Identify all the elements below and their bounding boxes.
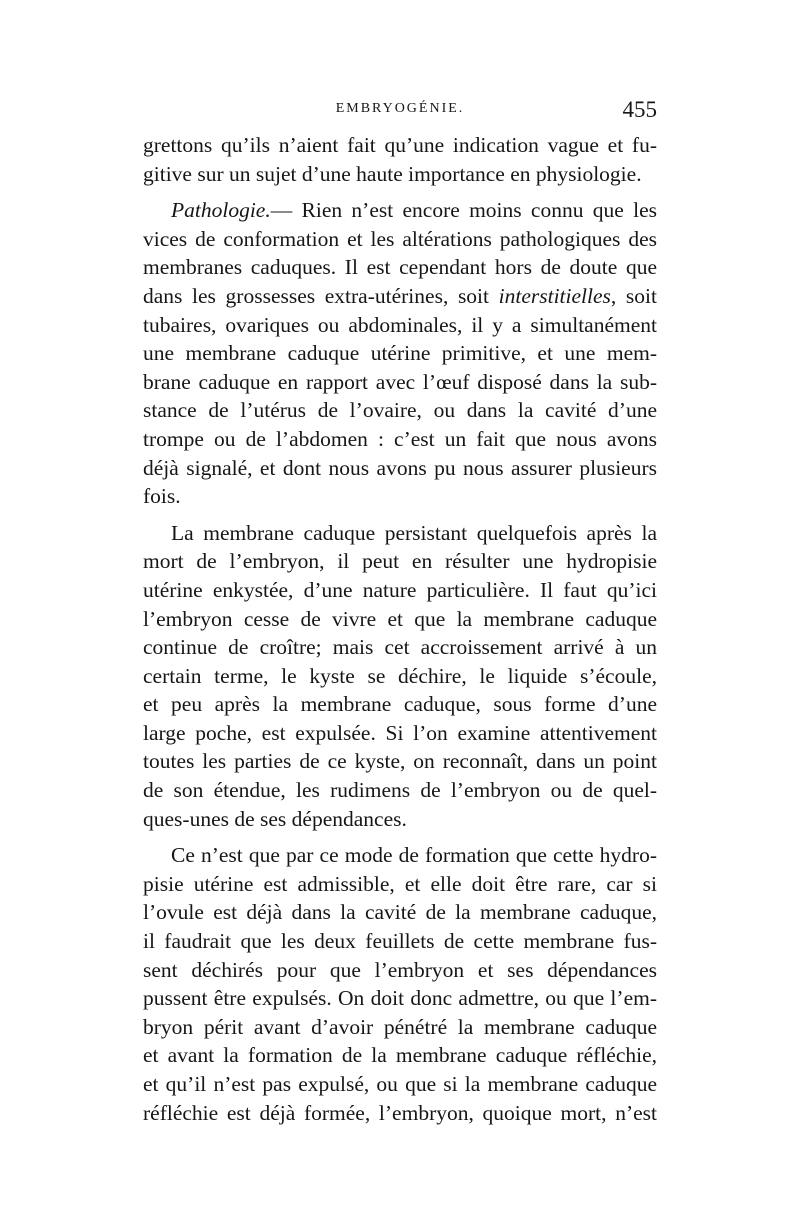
text-run: toutes les parties de ce kyste, on reconnaît, dans un point: [143, 749, 657, 774]
text-run: dans les grossesses extra-utérines, soit: [143, 283, 499, 308]
text-line: [143, 719, 657, 748]
text-line: [143, 311, 657, 340]
text-run: tubaires, ovariques ou abdominales, il y a simultanément: [143, 312, 657, 337]
text-run: de son étendue, les rudimens de l’embryon ou de quel-: [143, 778, 657, 803]
body-text: [143, 131, 657, 1127]
text-run: , soit: [610, 283, 657, 308]
text-line: [143, 225, 657, 254]
text-run: stance de l’utérus de l’ovaire, ou dans la cavité d’une: [143, 398, 657, 423]
text-run: réfléchie est déjà formée, l’embryon, quoique mort, n’est: [143, 1100, 657, 1125]
text-line: [143, 1041, 657, 1070]
text-run: membranes caduques. Il est cependant hors de doute que: [143, 255, 657, 280]
text-run: fois.: [143, 484, 181, 509]
text-line: [143, 339, 657, 368]
text-line: [143, 662, 657, 691]
text-run: l’embryon cesse de vivre et que la membrane caduque: [143, 606, 657, 631]
section-label: Pathologie.: [171, 198, 271, 223]
text-line: [143, 282, 657, 311]
text-run: vices de conformation et les altérations pathologiques des: [143, 226, 657, 251]
text-run: grettons qu’ils n’aient fait qu’une indication vague et fu-: [143, 133, 657, 157]
page-header: [143, 97, 657, 123]
text-run: une membrane caduque utérine primitive, et une mem-: [143, 341, 657, 366]
text-run: et qu’il n’est pas expulsé, ou que si la membrane caduque: [143, 1072, 657, 1096]
text-line: [143, 605, 657, 634]
text-run: ques-unes de ses dépendances.: [143, 806, 407, 831]
text-run: large poche, est expulsée. Si l’on examine attentivement: [143, 720, 657, 745]
text-run: et peu après la membrane caduque, sous forme d’une: [143, 692, 657, 717]
text-run: pussent être expulsés. On doit donc admettre, ou que l’em-: [143, 986, 657, 1011]
text-line: [143, 633, 657, 662]
paragraph: [143, 131, 657, 188]
text-run: continue de croître; mais cet accroissement arrivé à un: [143, 635, 657, 660]
text-line: [143, 425, 657, 454]
text-line: [143, 396, 657, 425]
text-run: et avant la formation de la membrane caduque réfléchie,: [143, 1043, 657, 1068]
text-run: utérine enkystée, d’une nature particulière. Il faut qu’ici: [143, 577, 657, 602]
text-line: [143, 253, 657, 282]
text-line: [143, 519, 657, 548]
text-line: [143, 196, 657, 225]
text-run: sent déchirés pour que l’embryon et ses dépendances: [143, 957, 657, 982]
text-line: [143, 956, 657, 985]
text-run: La membrane caduque persistant quelquefois après la: [171, 520, 657, 545]
italic-term: interstitielles: [498, 283, 611, 308]
text-run: pisie utérine est admissible, et elle doit être rare, car si: [143, 871, 657, 896]
running-title: EMBRYOGÉNIE.: [335, 101, 465, 116]
text-line: [143, 547, 657, 576]
text-run: — Rien n’est encore moins connu que les: [270, 198, 657, 223]
text-run: il faudrait que les deux feuillets de cette membrane fus-: [143, 929, 657, 954]
text-line: [143, 131, 657, 160]
text-run: trompe ou de l’abdomen : c’est un fait que nous avons: [143, 426, 657, 451]
text-line: [143, 776, 657, 805]
text-run: certain terme, le kyste se déchire, le liquide s’écoule,: [143, 663, 657, 688]
paragraph-gap: [143, 511, 657, 519]
text-line: [143, 1013, 657, 1042]
text-line: [143, 454, 657, 483]
text-line: [143, 160, 657, 189]
text-line: [143, 898, 657, 927]
text-line: [143, 1070, 657, 1099]
text-run: l’ovule est déjà dans la cavité de la membrane caduque,: [143, 900, 657, 925]
text-line: [143, 927, 657, 956]
text-run: brane caduque en rapport avec l’œuf disposé dans la sub-: [143, 369, 657, 394]
paragraph-gap: [143, 188, 657, 196]
text-run: déjà signalé, et dont nous avons pu nous assurer plusieurs: [143, 455, 657, 480]
text-line: [143, 841, 657, 870]
text-line: [143, 870, 657, 899]
text-line: [143, 368, 657, 397]
text-line: [143, 690, 657, 719]
text-run: mort de l’embryon, il peut en résulter une hydropisie: [143, 549, 657, 574]
page-number: 455: [622, 97, 657, 122]
text-line: [143, 576, 657, 605]
paragraph: [143, 841, 657, 1127]
text-line: [143, 805, 657, 834]
text-run: bryon périt avant d’avoir pénétré la membrane caduque: [143, 1014, 657, 1039]
text-line: [143, 984, 657, 1013]
text-run: Ce n’est que par ce mode de formation que cette hydro-: [171, 843, 657, 868]
text-line: [143, 1099, 657, 1128]
text-line: [143, 747, 657, 776]
text-run: gitive sur un sujet d’une haute importance en physiologie.: [143, 161, 642, 186]
paragraph: [143, 196, 657, 511]
text-line: [143, 482, 657, 511]
paragraph: [143, 519, 657, 834]
paragraph-gap: [143, 833, 657, 841]
